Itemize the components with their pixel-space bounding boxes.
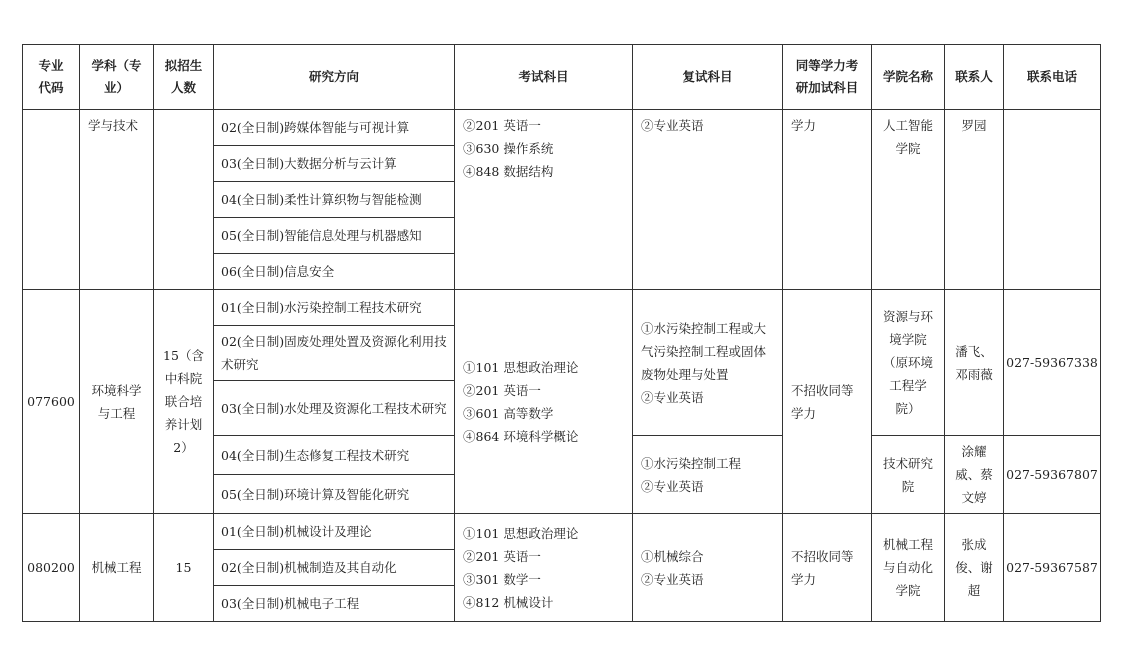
header-college: 学院名称 [872, 45, 945, 110]
exam-subject: ③630 操作系统 [463, 141, 554, 156]
exam-cell [455, 110, 633, 290]
college-cell: 人工智能 学院 [872, 110, 945, 290]
header-quota: 拟招生 人数 [154, 45, 214, 110]
direction-cell: 02(全日制)跨媒体智能与可视计算 [214, 110, 455, 146]
direction-cell: 02(全日制)固废处理处置及资源化利用技术研究 [214, 326, 455, 381]
exam-subject: ③301 数学一 [463, 571, 541, 587]
header-retest: 复试科目 [633, 45, 783, 110]
phone-cell: 027-59367587 [1004, 514, 1101, 622]
header-phone: 联系电话 [1004, 45, 1101, 110]
direction-cell: 05(全日制)环境计算及智能化研究 [214, 475, 455, 514]
retest-subject: ②专业英语 [641, 389, 704, 405]
table-row [23, 514, 1101, 550]
exam-subject: ②201 英语一 [463, 548, 541, 564]
retest-subject: ①水污染控制工程或大气污染控制工程或固体废物处理与处置 [641, 320, 767, 382]
retest-subject: ①机械综合 [641, 548, 704, 564]
direction-cell: 06(全日制)信息安全 [214, 254, 455, 290]
discipline-cell: 机械工程 [80, 514, 154, 622]
code-cell: 077600 [23, 290, 80, 514]
contact-cell: 罗园 [945, 110, 1004, 290]
header-discipline: 学科（专 业） [80, 45, 154, 110]
phone-cell: 027-59367807 [1004, 436, 1101, 514]
equiv-cell: 不招收同等 学力 [783, 290, 872, 514]
retest-subject: ②专业英语 [641, 478, 704, 494]
college-cell: 技术研究 院 [872, 436, 945, 514]
college-cell: 资源与环 境学院 （原环境 工程学 院） [872, 290, 945, 436]
college-cell: 机械工程 与自动化 学院 [872, 514, 945, 622]
direction-cell: 03(全日制)水处理及资源化工程技术研究 [214, 381, 455, 436]
exam-subject: ①101 思想政治理论 [463, 359, 579, 375]
header-row [23, 45, 1101, 110]
direction-cell: 01(全日制)机械设计及理论 [214, 514, 455, 550]
exam-subject: ③601 高等数学 [463, 405, 554, 421]
direction-cell: 02(全日制)机械制造及其自动化 [214, 550, 455, 586]
retest-cell [633, 290, 783, 436]
contact-cell: 涂耀 威、蔡 文婷 [945, 436, 1004, 514]
exam-cell [455, 290, 633, 514]
exam-subject: ④812 机械设计 [463, 594, 554, 610]
contact-cell: 张成 俊、谢 超 [945, 514, 1004, 622]
discipline-cell: 环境科学 与工程 [80, 290, 154, 514]
direction-cell: 04(全日制)生态修复工程技术研究 [214, 436, 455, 475]
direction-cell: 01(全日制)水污染控制工程技术研究 [214, 290, 455, 326]
phone-cell: 027-59367338 [1004, 290, 1101, 436]
discipline-cell: 学与技术 [80, 110, 154, 290]
quota-cell: 15 [154, 514, 214, 622]
table-row [23, 110, 1101, 146]
direction-cell: 04(全日制)柔性计算织物与智能检测 [214, 182, 455, 218]
header-exam: 考试科目 [455, 45, 633, 110]
retest-subject: ②专业英语 [641, 118, 704, 133]
retest-subject: ②专业英语 [641, 571, 704, 587]
exam-cell [455, 514, 633, 622]
exam-subject: ①101 思想政治理论 [463, 525, 579, 541]
admissions-table [22, 44, 1101, 622]
code-cell: 080200 [23, 514, 80, 622]
equiv-cell: 不招收同等 学力 [783, 514, 872, 622]
retest-cell [633, 110, 783, 290]
header-direction: 研究方向 [214, 45, 455, 110]
exam-subject: ④848 数据结构 [463, 164, 554, 179]
header-code: 专业 代码 [23, 45, 80, 110]
exam-subject: ④864 环境科学概论 [463, 428, 579, 444]
equiv-cell: 学力 [783, 110, 872, 290]
code-cell [23, 110, 80, 290]
contact-cell: 潘飞、 邓雨薇 [945, 290, 1004, 436]
header-equiv: 同等学力考 研加试科目 [783, 45, 872, 110]
quota-cell [154, 110, 214, 290]
retest-subject: ①水污染控制工程 [641, 455, 742, 471]
table-row [23, 290, 1101, 326]
exam-subject: ②201 英语一 [463, 382, 541, 398]
retest-cell [633, 436, 783, 514]
retest-cell [633, 514, 783, 622]
direction-cell: 03(全日制)大数据分析与云计算 [214, 146, 455, 182]
phone-cell [1004, 110, 1101, 290]
quota-cell: 15（含 中科院 联合培 养计划 2） [154, 290, 214, 514]
header-contact: 联系人 [945, 45, 1004, 110]
direction-cell: 03(全日制)机械电子工程 [214, 586, 455, 622]
exam-subject: ②201 英语一 [463, 118, 541, 133]
direction-cell: 05(全日制)智能信息处理与机器感知 [214, 218, 455, 254]
